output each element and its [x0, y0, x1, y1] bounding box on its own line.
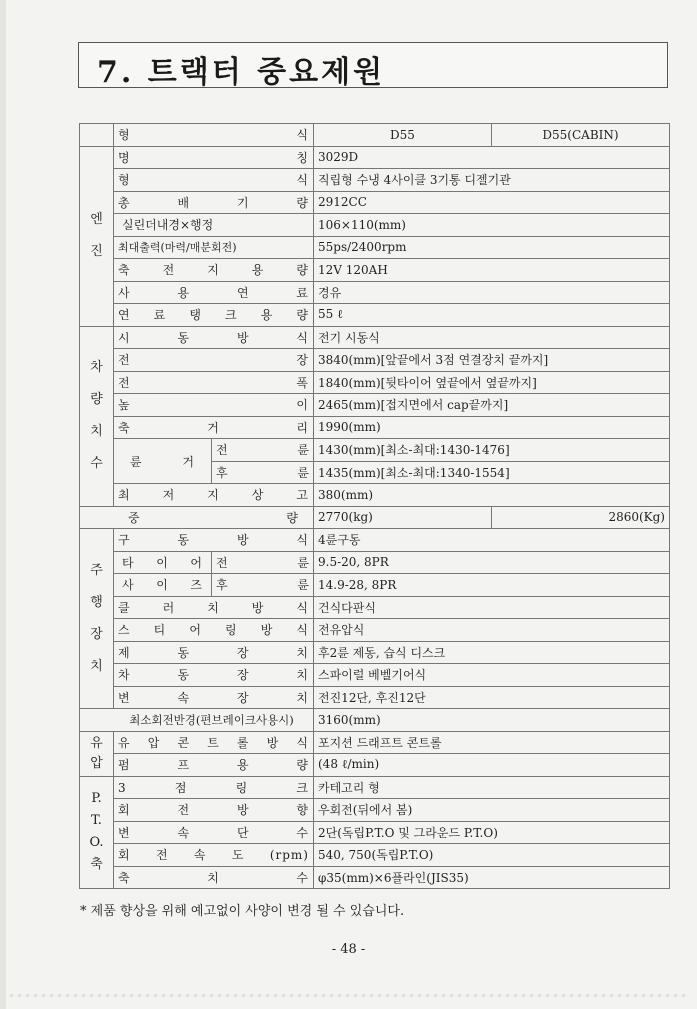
row-label-tread: 륜 거 [114, 439, 212, 484]
row-value: 3029D [314, 146, 670, 169]
title-box [78, 42, 668, 88]
row-label-turning: 최소회전반경(편브레이크사용시) [80, 709, 314, 732]
row-label: 변 속 장 치 [114, 686, 314, 709]
table-row [80, 191, 670, 214]
row-value: (48 ℓ/min) [314, 754, 670, 777]
category-drive: 주 행 장 치 [80, 529, 114, 709]
table-row [80, 686, 670, 709]
row-value: 12V 120AH [314, 259, 670, 282]
row-label: 유 압 콘 트 롤 방 식 [114, 731, 314, 754]
row-value: 3160(mm) [314, 709, 670, 732]
row-label: 회 전 방 향 [114, 799, 314, 822]
row-label: 클 러 치 방 식 [114, 596, 314, 619]
table-row [80, 596, 670, 619]
sub-label-rear: 후 륜 [212, 574, 314, 597]
table-row [80, 799, 670, 822]
row-label: 3 점 링 크 [114, 776, 314, 799]
table-row [80, 371, 670, 394]
row-value: 2단(독립P.T.O 및 그라운드 P.T.O) [314, 821, 670, 844]
tire-label-2: 사 이 즈 [114, 574, 212, 597]
row-value: 9.5-20, 8PR [314, 551, 670, 574]
sub-label-front: 전 륜 [212, 439, 314, 462]
row-value: 스파이럴 베벨기어식 [314, 664, 670, 687]
weight-value-cabin: 2860(Kg) [492, 506, 670, 529]
table-row [80, 484, 670, 507]
row-value: φ35(mm)×6플라인(JIS35) [314, 866, 670, 889]
table-row [80, 146, 670, 169]
row-label-weight: 중 량 [80, 506, 314, 529]
row-label: 구 동 방 식 [114, 529, 314, 552]
row-value: 55 ℓ [314, 304, 670, 327]
header-label: 형 식 [114, 124, 314, 147]
row-label: 차 동 장 치 [114, 664, 314, 687]
row-label: 최 저 지 상 고 [114, 484, 314, 507]
table-row [80, 754, 670, 777]
row-label: 최대출력(마력/매분회전) [114, 236, 314, 259]
row-value: 4륜구동 [314, 529, 670, 552]
table-row [80, 709, 670, 732]
table-row [80, 731, 670, 754]
row-value: 3840(mm)[앞끝에서 3점 연결장치 끝까지] [314, 349, 670, 372]
row-value: 경유 [314, 281, 670, 304]
header-model-d55: D55 [314, 124, 492, 147]
row-value: 우회전(뒤에서 봄) [314, 799, 670, 822]
table-row [80, 416, 670, 439]
row-label: 명 칭 [114, 146, 314, 169]
row-value: 포지션 드래프트 콘트롤 [314, 731, 670, 754]
sub-label-front: 전 륜 [212, 551, 314, 574]
table-row [80, 214, 670, 237]
header-model-d55-cabin: D55(CABIN) [492, 124, 670, 147]
row-value: 14.9-28, 8PR [314, 574, 670, 597]
row-value: 1840(mm)[뒷타이어 옆끝에서 옆끝까지] [314, 371, 670, 394]
table-row [80, 844, 670, 867]
row-value: 직립형 수냉 4사이클 3기통 디젤기관 [314, 169, 670, 192]
category-pto: P. T. O. 축 [80, 776, 114, 889]
row-label: 제 동 장 치 [114, 641, 314, 664]
sub-label-rear: 후 륜 [212, 461, 314, 484]
table-row [80, 619, 670, 642]
row-value: 카테고리 형 [314, 776, 670, 799]
row-label: 전 폭 [114, 371, 314, 394]
row-label: 변 속 단 수 [114, 821, 314, 844]
table-row [80, 304, 670, 327]
table-row [80, 664, 670, 687]
row-value: 1990(mm) [314, 416, 670, 439]
row-label: 실린더내경×행정 [114, 214, 314, 237]
row-label: 축 치 수 [114, 866, 314, 889]
row-label: 시 동 방 식 [114, 326, 314, 349]
page-number: - 48 - [331, 942, 366, 957]
row-label: 총 배 기 량 [114, 191, 314, 214]
row-value: 55ps/2400rpm [314, 236, 670, 259]
table-row [80, 236, 670, 259]
table-row [80, 776, 670, 799]
scan-artifact [10, 994, 690, 997]
row-label: 형 식 [114, 169, 314, 192]
row-value: 380(mm) [314, 484, 670, 507]
table-row [80, 439, 670, 462]
spec-table [79, 123, 670, 889]
table-row [80, 169, 670, 192]
row-value: 전진12단, 후진12단 [314, 686, 670, 709]
table-row [80, 866, 670, 889]
weight-value-d55: 2770(kg) [314, 506, 492, 529]
category-hydraulic: 유 압 [80, 731, 114, 776]
row-value: 건식다판식 [314, 596, 670, 619]
table-header-row [80, 124, 670, 147]
category-engine: 엔 진 [80, 146, 114, 326]
row-value: 2912CC [314, 191, 670, 214]
row-value: 후2륜 제동, 습식 디스크 [314, 641, 670, 664]
header-blank-cell [80, 124, 114, 147]
table-row [80, 821, 670, 844]
row-label: 연 료 탱 크 용 량 [114, 304, 314, 327]
row-value: 540, 750(독립P.T.O) [314, 844, 670, 867]
table-row [80, 551, 670, 574]
table-row [80, 281, 670, 304]
footnote: * 제품 향상을 위해 예고없이 사양이 변경 될 수 있습니다. [80, 904, 405, 919]
category-vehicle: 차 량 치 수 [80, 326, 114, 506]
row-value: 1430(mm)[최소-최대:1430-1476] [314, 439, 670, 462]
table-row [80, 394, 670, 417]
tire-label-1: 타 이 어 [114, 551, 212, 574]
table-row [80, 641, 670, 664]
row-value: 전기 시동식 [314, 326, 670, 349]
table-row [80, 574, 670, 597]
row-label: 축 전 지 용 량 [114, 259, 314, 282]
table-row [80, 326, 670, 349]
page-edge [0, 0, 6, 1009]
row-value: 1435(mm)[최소-최대:1340-1554] [314, 461, 670, 484]
table-row [80, 349, 670, 372]
row-label: 회 전 속 도 (rpm) [114, 844, 314, 867]
table-row [80, 506, 670, 529]
row-value: 106×110(mm) [314, 214, 670, 237]
row-label: 스 티 어 링 방 식 [114, 619, 314, 642]
row-label: 높 이 [114, 394, 314, 417]
row-label: 펌 프 용 량 [114, 754, 314, 777]
row-value: 2465(mm)[접지면에서 cap끝까지] [314, 394, 670, 417]
row-label: 축 거 리 [114, 416, 314, 439]
row-label: 사 용 연 료 [114, 281, 314, 304]
page-title: 7. 트랙터 중요제원 [97, 55, 386, 90]
row-value: 전유압식 [314, 619, 670, 642]
row-label: 전 장 [114, 349, 314, 372]
table-row [80, 529, 670, 552]
table-row [80, 259, 670, 282]
